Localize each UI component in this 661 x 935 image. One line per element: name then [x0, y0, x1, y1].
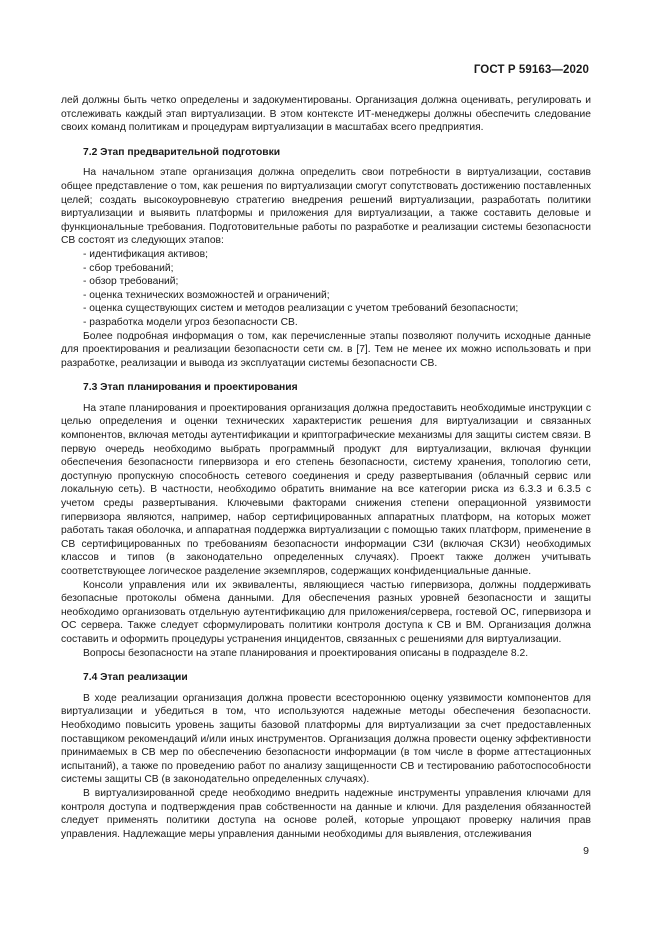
document-body: [61, 94, 591, 841]
section-7-4-paragraph-2: В виртуализированной среде необходимо внедрить надежные инструменты управления ключами для контроля доступа и подтверждения прав собственности на данные и ключи. Для разделения обязанностей следует применять политики доступа на основе ролей, которые упрощают проверку наличия прав управления. Надлежащие меры управления данными необходимы для выявления, отслеживания: [61, 787, 591, 840]
list-item: - идентификация активов;: [83, 248, 208, 260]
section-7-2-heading: 7.2 Этап предварительной подготовки: [83, 146, 281, 158]
section-7-3-paragraph-2: Консоли управления или их эквиваленты, являющиеся частью гипервизора, должны поддерживать безопасные протоколы обмена данными. Для обеспечения разных уровней безопасности и защиты необходимо организовать отдельную аутентификацию для приложения/сервера, гостевой ОС, гипервизора и ОС сервера. Также следует сформулировать политики контроля доступа к СВ и ВМ. Организация должна составить и оформить процедуры устранения инцидентов, связанных с решениями для виртуализации.: [61, 579, 591, 645]
section-7-3-paragraph-1: На этапе планирования и проектирования организация должна предоставить необходимые инструкции с целью определения и оценки технических характеристик решения для виртуализации и связанных компонентов, включая методы аутентификации и криптографические механизмы для защиты систем связи. В первую очередь необходимо выбрать программный продукт для виртуализации, включая функции обеспечения безопасности гипервизора и его степень безопасности, систему хранения, топологию сети, доступную пропускную способность сетевого соединения и среду развертывания (облачный сервис или локальную сеть). В частности, необходимо обратить внимание на все категории риска из 6.3.3 и 6.3.5 с учетом среды развертывания. Ключевыми факторами снижения степени операционной уязвимости гипервизора являются, например, набор сертифицированных аппаратных платформ, на которых может работать такая оболочка, и аппаратная поддержка виртуализации с помощью таких платформ, применение в СВ сертифицированных по требованиям безопасности информации СЗИ (включая СКЗИ) необходимых классов и типов (в законодательно определенных случаях). Проект также должен учитывать соответствующее логическое разделение экземпляров, содержащих конфиденциальные данные.: [61, 402, 591, 577]
section-7-2-list: [61, 248, 591, 330]
page-number: 9: [583, 845, 589, 857]
intro-paragraph: лей должны быть четко определены и задокументированы. Организация должна оценивать, регулировать и отслеживать каждый этап виртуализации. В этом контексте ИТ-менеджеры должны обеспечить следование своих команд политикам и процедурам виртуализации в масштабах всего предприятия.: [61, 95, 591, 134]
list-item: - оценка существующих систем и методов реализации с учетом требований безопасности;: [83, 303, 519, 315]
section-7-3-heading: 7.3 Этап планирования и проектирования: [83, 382, 298, 394]
section-7-2-paragraph-2: Более подробная информация о том, как перечисленные этапы позволяют получить исходные данные для проектирования и реализации безопасности сети см. в [7]. Тем не менее их можно использовать и при разработке, реализации и вывода из эксплуатации системы безопасности СВ.: [61, 330, 591, 369]
list-item: - сбор требований;: [83, 262, 174, 274]
list-item: - оценка технических возможностей и ограничений;: [83, 289, 330, 301]
list-item: - разработка модели угроз безопасности СВ.: [83, 316, 298, 328]
document-code-header: ГОСТ Р 59163—2020: [473, 64, 589, 76]
list-item: - обзор требований;: [83, 276, 179, 288]
section-7-2-paragraph-1: На начальном этапе организация должна определить свои потребности в виртуализации, составив общее представление о том, как решения по виртуализации смогут сопутствовать достижению поставленных целей; создать высокоуровневую стратегию внедрения решений виртуализации, разработать политики виртуализации и выявить платформы и приложения для виртуализации, а также составить деловые и функциональные требования. Подготовительные работы по разработке и реализации системы безопасности СВ состоят из следующих этапов:: [61, 167, 591, 247]
section-7-4-heading: 7.4 Этап реализации: [83, 672, 188, 684]
section-7-3-paragraph-3: Вопросы безопасности на этапе планирования и проектирования описаны в подразделе 8.2.: [83, 647, 529, 659]
section-7-4-paragraph-1: В ходе реализации организация должна провести всестороннюю оценку уязвимости компонентов для виртуализации и убедиться в том, что используются надежные методы обеспечения безопасности. Необходимо повысить уровень защиты базовой платформы для виртуализации за счет предоставленных поставщиком рекомендаций и/или иных инструментов. Организация должна провести оценку эффективности принимаемых в СВ мер по обеспечению безопасности информации (в том числе в форме аттестационных испытаний), а также по проведению работ по анализу защищенности СВ и тестированию работоспособности системы защиты СВ (в законодательно определенных случаях).: [61, 692, 591, 786]
